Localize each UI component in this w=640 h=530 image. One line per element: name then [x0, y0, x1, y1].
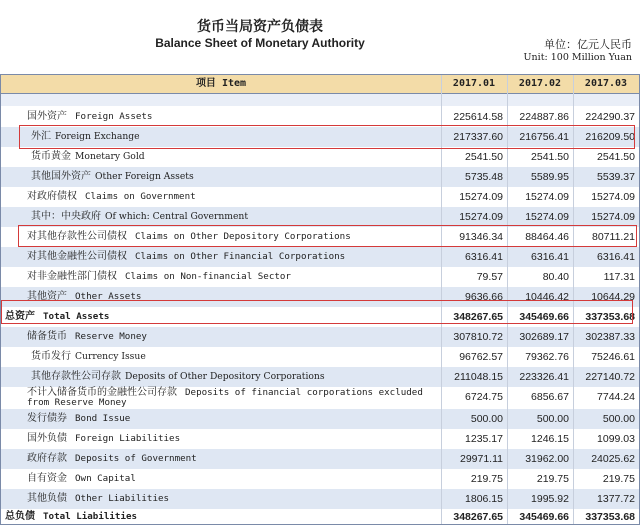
cell-value: 1377.72 [597, 493, 635, 505]
cell-value: 337353.68 [585, 311, 635, 323]
cell-value: 6856.67 [531, 391, 569, 403]
row-label [31, 207, 248, 227]
row-label-en: Other Assets [75, 291, 142, 302]
cell-value: 1806.15 [465, 493, 503, 505]
row-label [31, 127, 140, 147]
table-row [1, 107, 639, 127]
row-label-en: Currency Issue [75, 351, 146, 362]
table-row [1, 307, 639, 327]
cell-value: 500.00 [602, 413, 635, 425]
row-label-en: Total Liabilities [43, 511, 138, 522]
cell-value: 15274.09 [591, 191, 635, 203]
row-label-en: Deposits of financial corporations excluded [185, 387, 423, 398]
row-label-cn: 政府存款 [27, 453, 67, 464]
row-label-cn: 其中：中央政府 [31, 211, 101, 222]
cell-value: 348267.65 [453, 511, 503, 523]
column-divider [441, 75, 442, 524]
row-label-en: Total Assets [43, 311, 110, 322]
cell-value: 345469.66 [519, 511, 569, 523]
cell-value: 216756.41 [519, 131, 569, 143]
cell-value: 10446.42 [525, 291, 569, 303]
cell-value: 6316.41 [531, 251, 569, 263]
cell-value: 216209.50 [585, 131, 635, 143]
row-label [5, 507, 137, 527]
cell-value: 500.00 [470, 413, 503, 425]
table-row [1, 327, 639, 347]
cell-value: 348267.65 [453, 311, 503, 323]
table-row [1, 449, 639, 469]
cell-value: 1246.15 [531, 433, 569, 445]
cell-value: 5735.48 [465, 171, 503, 183]
cell-value: 6724.75 [465, 391, 503, 403]
cell-value: 7744.24 [597, 391, 635, 403]
row-label [27, 107, 152, 127]
table-row [1, 267, 639, 287]
row-label [27, 327, 147, 347]
cell-value: 15274.09 [459, 191, 503, 203]
cell-value: 219.75 [536, 473, 569, 485]
row-label-cn: 其他存款性公司存款 [31, 371, 121, 382]
column-header-item: 项目 Item [195, 78, 247, 89]
table-row [1, 287, 639, 307]
cell-value: 6316.41 [465, 251, 503, 263]
row-label-cn: 对非金融性部门债权 [27, 271, 117, 282]
cell-value: 79.57 [476, 271, 503, 283]
row-label [27, 187, 196, 207]
table-row [1, 207, 639, 227]
cell-value: 227140.72 [585, 371, 635, 383]
row-label [27, 449, 197, 469]
row-label-en: Deposits of Other Depository Corporations [125, 371, 325, 382]
row-label-cn: 外汇 [31, 131, 51, 142]
row-label-en: Other Liabilities [75, 493, 170, 504]
cell-value: 79362.76 [525, 351, 569, 363]
cell-value: 1099.03 [597, 433, 635, 445]
row-label-cn: 对政府债权 [27, 191, 77, 202]
cell-value: 223326.41 [519, 371, 569, 383]
row-label-cn: 不计入储备货币的金融性公司存款 [27, 387, 177, 398]
cell-value: 211048.15 [454, 371, 503, 383]
row-label [27, 388, 423, 408]
cell-value: 15274.09 [525, 211, 569, 223]
cell-value: 88464.46 [525, 231, 569, 243]
row-label-cn: 货币黄金 [31, 151, 71, 162]
cell-value: 96762.57 [459, 351, 503, 363]
row-label-en: Claims on Government [85, 191, 196, 202]
row-label-en-continued: from Reserve Money [27, 397, 127, 408]
row-label-en: Foreign Exchange [55, 131, 140, 142]
cell-value: 117.31 [603, 271, 635, 283]
row-label-en: Claims on Other Depository Corporations [135, 231, 351, 242]
table-row [1, 507, 639, 527]
cell-value: 219.75 [470, 473, 503, 485]
cell-value: 15274.09 [459, 211, 503, 223]
table-row [1, 187, 639, 207]
row-label-en: Foreign Liabilities [75, 433, 181, 444]
cell-value: 9636.66 [465, 291, 503, 303]
table-row [1, 227, 639, 247]
page-title-en: Balance Sheet of Monetary Authority [155, 36, 365, 50]
cell-value: 5539.37 [597, 171, 635, 183]
row-label-cn: 总负债 [5, 511, 35, 522]
cell-value: 217337.60 [453, 131, 503, 143]
cell-value: 10644.29 [591, 291, 635, 303]
row-label-en: Of which: Central Government [105, 211, 249, 222]
column-header-2017-03: 2017.03 [584, 78, 628, 89]
row-label-en: Own Capital [75, 473, 136, 484]
cell-value: 2541.50 [597, 151, 635, 163]
row-label-cn: 储备货币 [27, 331, 67, 342]
table-row [1, 367, 639, 387]
table-row [1, 409, 639, 429]
cell-value: 1995.92 [531, 493, 569, 505]
cell-value: 29971.11 [459, 453, 503, 465]
cell-value: 2541.50 [531, 151, 569, 163]
cell-value: 2541.50 [465, 151, 503, 163]
header-spacer [1, 94, 639, 106]
table-row [1, 469, 639, 489]
row-label [27, 247, 345, 267]
cell-value: 224887.86 [519, 111, 569, 123]
cell-value: 5589.95 [531, 171, 569, 183]
cell-value: 6316.41 [597, 251, 635, 263]
table-row [1, 247, 639, 267]
row-label-en: Monetary Gold [75, 151, 145, 162]
column-divider [573, 75, 574, 524]
cell-value: 91346.34 [459, 231, 503, 243]
table-row [1, 387, 639, 409]
row-label-cn: 国外负债 [27, 433, 67, 444]
row-label-en: Claims on Other Financial Corporations [135, 251, 346, 262]
row-label [31, 167, 194, 187]
row-label [27, 469, 136, 489]
row-label-cn: 其他国外资产 [31, 171, 91, 182]
row-label [31, 147, 145, 167]
row-label-cn: 国外资产 [27, 111, 67, 122]
column-divider [507, 75, 508, 524]
row-label [27, 429, 180, 449]
cell-value: 302387.33 [585, 331, 635, 343]
table-header [1, 75, 639, 94]
cell-value: 15274.09 [591, 211, 635, 223]
balance-sheet-table [0, 74, 640, 525]
cell-value: 75246.61 [591, 351, 635, 363]
cell-value: 500.00 [536, 413, 569, 425]
table-row [1, 167, 639, 187]
page-title-cn: 货币当局资产负债表 [197, 19, 323, 35]
row-label-cn: 货币发行 [31, 351, 71, 362]
row-label-cn: 自有资金 [27, 473, 67, 484]
row-label-cn: 对其他存款性公司债权 [27, 231, 127, 242]
cell-value: 224290.37 [585, 111, 635, 123]
table-row [1, 147, 639, 167]
row-label [5, 307, 109, 327]
cell-value: 302689.17 [519, 331, 569, 343]
row-label-cn: 发行债券 [27, 413, 67, 424]
unit-label-cn: 单位：亿元人民币 [544, 38, 632, 51]
row-label-cn: 对其他金融性公司债权 [27, 251, 127, 262]
column-header-2017-02: 2017.02 [518, 78, 562, 89]
cell-value: 225614.58 [453, 111, 503, 123]
unit-label-en: Unit: 100 Million Yuan [523, 52, 632, 63]
cell-value: 15274.09 [525, 191, 569, 203]
cell-value: 337353.68 [585, 511, 635, 523]
table-row [1, 347, 639, 367]
row-label-en: Foreign Assets [75, 111, 153, 122]
row-label-en: Deposits of Government [75, 453, 197, 464]
cell-value: 345469.66 [519, 311, 569, 323]
row-label-en: Other Foreign Assets [95, 171, 194, 182]
cell-value: 24025.62 [591, 453, 635, 465]
row-label-cn: 其他负债 [27, 493, 67, 504]
column-header-2017-01: 2017.01 [452, 78, 496, 89]
row-label-cn: 总资产 [5, 311, 35, 322]
table-row [1, 489, 639, 509]
row-label-en: Reserve Money [75, 331, 147, 342]
cell-value: 307810.72 [453, 331, 503, 343]
cell-value: 219.75 [602, 473, 635, 485]
cell-value: 31962.00 [525, 453, 569, 465]
row-label-cn: 其他资产 [27, 291, 67, 302]
row-label [27, 267, 291, 287]
row-label [27, 287, 141, 307]
row-label [27, 409, 130, 429]
table-row [1, 127, 639, 147]
cell-value: 80.40 [542, 271, 569, 283]
row-label-en: Claims on Non-financial Sector [125, 271, 291, 282]
cell-value: 80711.21 [591, 231, 635, 243]
row-label [31, 347, 146, 367]
cell-value: 1235.17 [465, 433, 503, 445]
row-label [27, 489, 169, 509]
row-label [27, 227, 351, 247]
row-label [31, 367, 325, 387]
row-label-en: Bond Issue [75, 413, 131, 424]
table-row [1, 429, 639, 449]
